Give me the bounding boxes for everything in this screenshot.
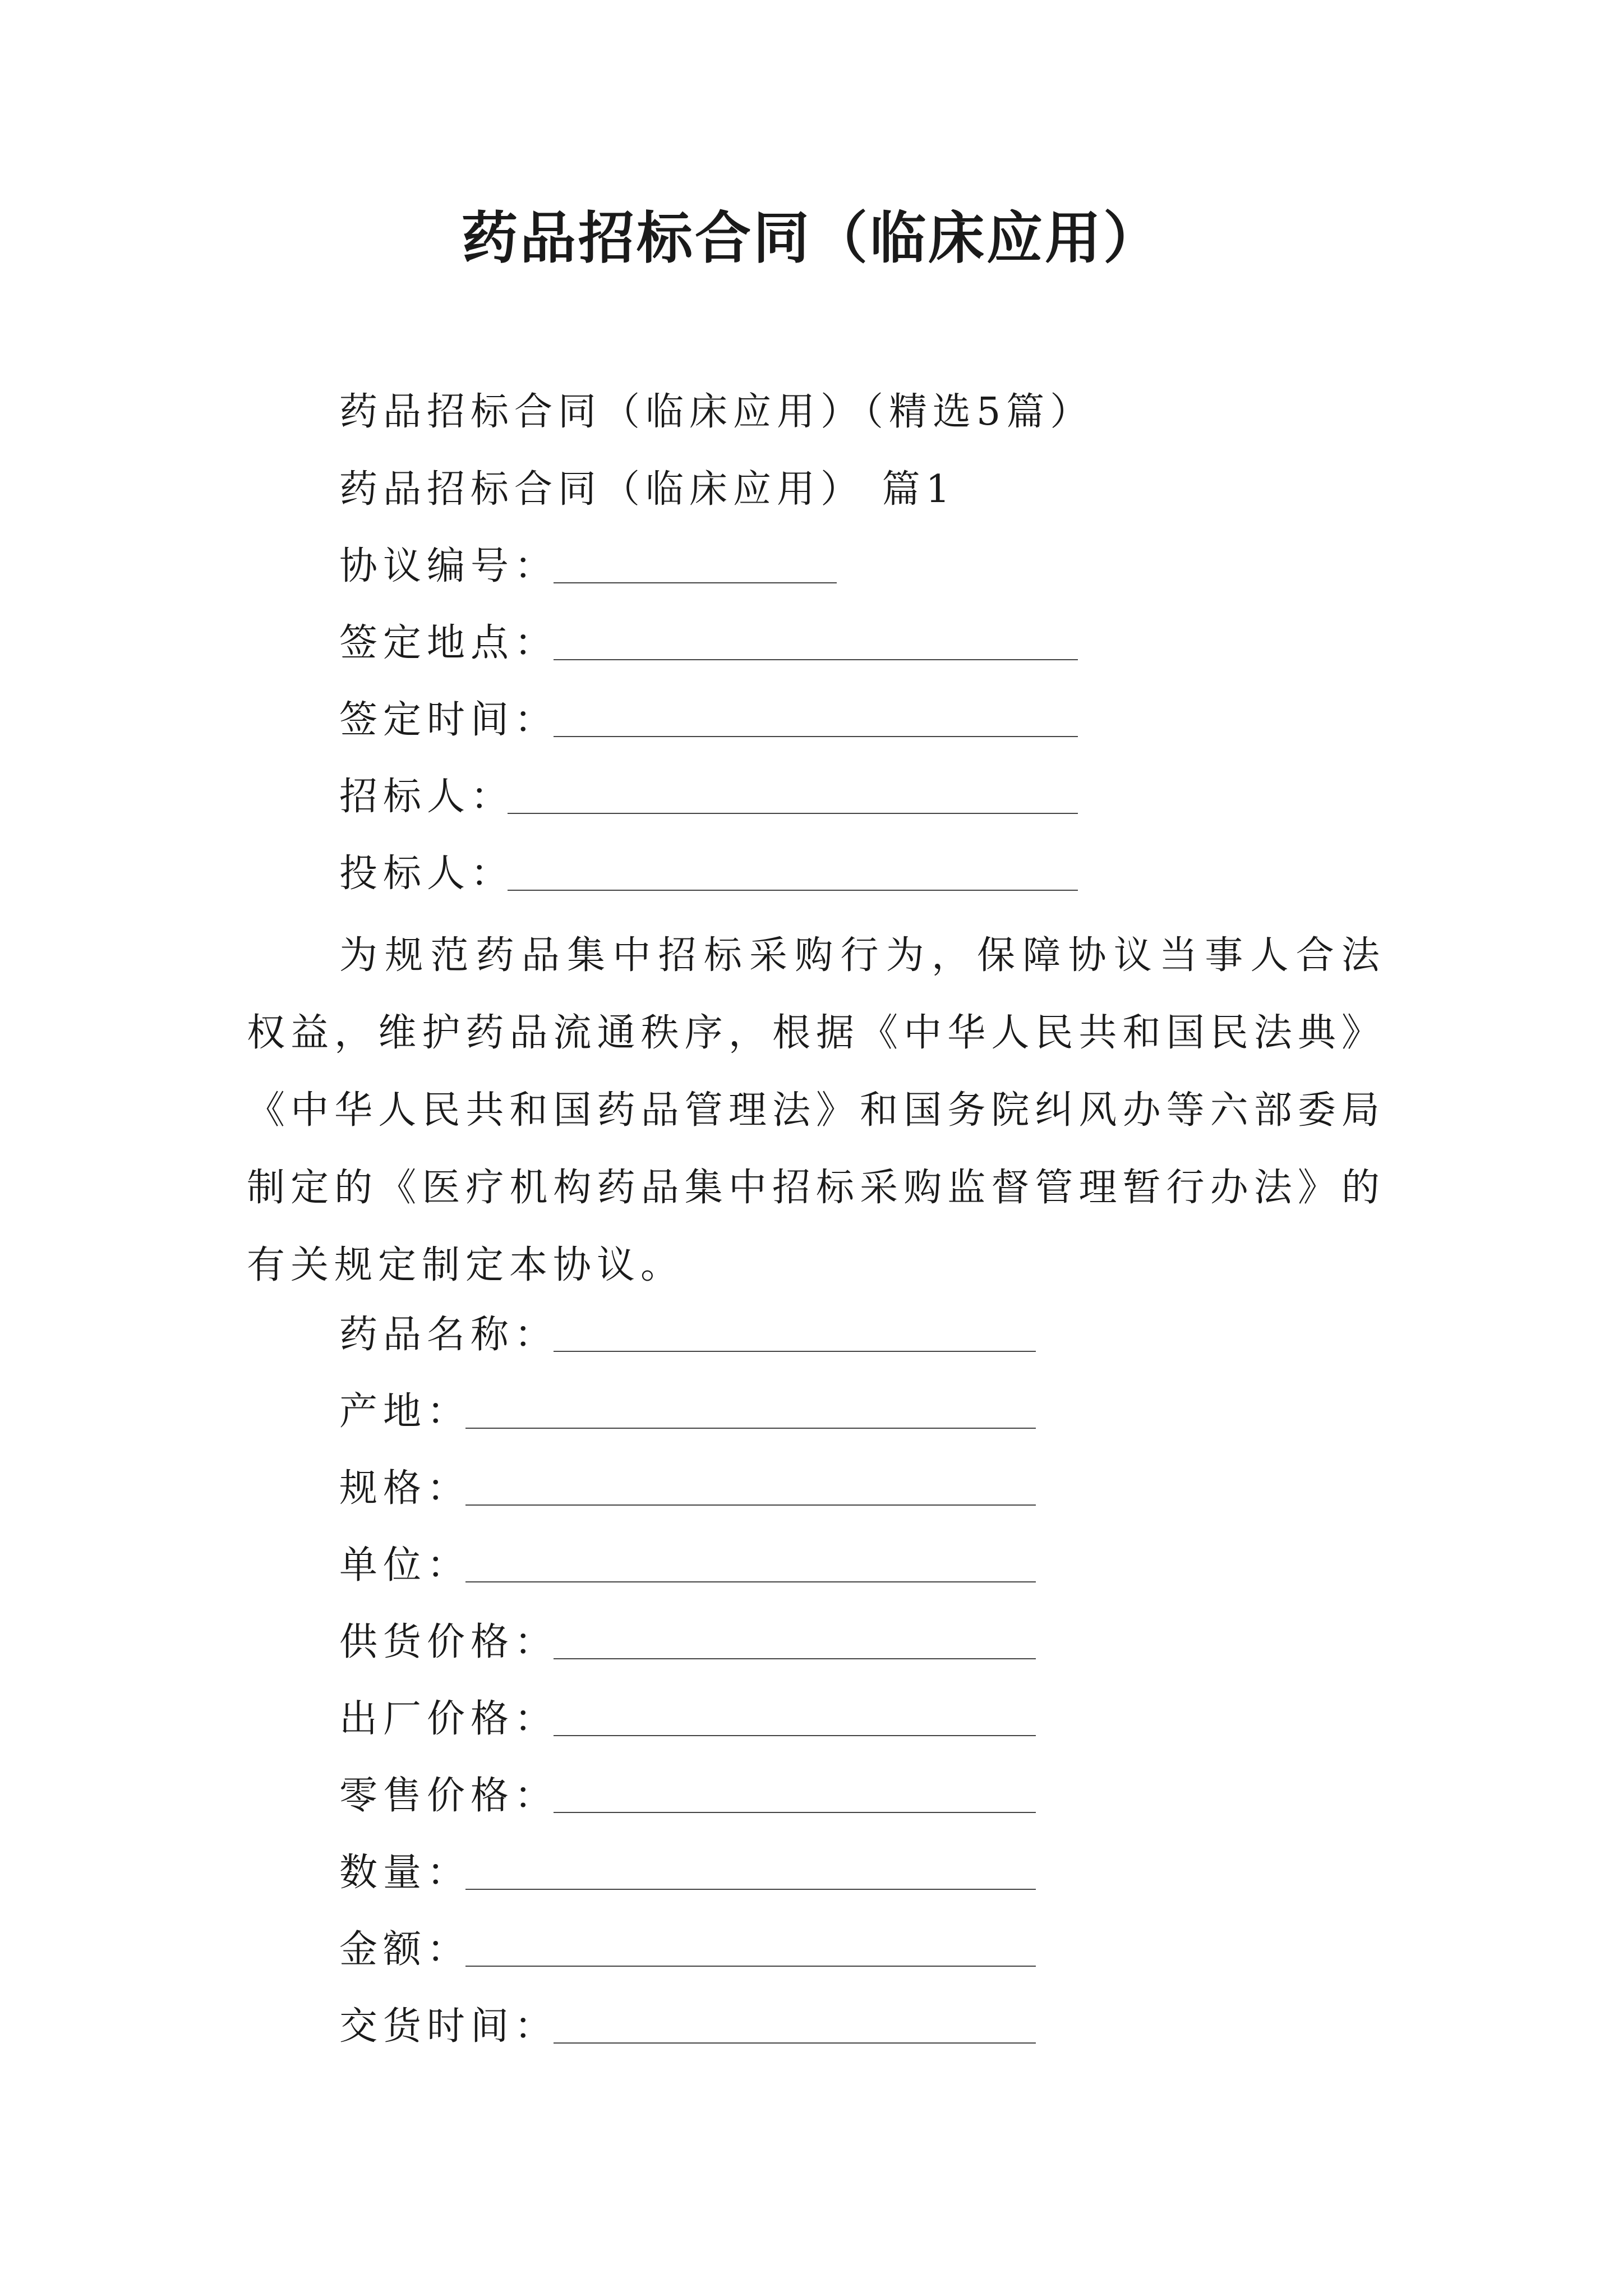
quantity-label: 数量： (339, 1851, 471, 1895)
document-subtitle: 药品招标合同（临床应用）（精选5篇） (339, 390, 1094, 434)
signing-time-field (339, 698, 558, 743)
drug-name-blank (554, 1351, 1036, 1352)
section-heading: 药品招标合同（临床应用） 篇1 (339, 467, 956, 512)
signing-place-label: 签定地点： (339, 621, 559, 665)
amount-label: 金额： (339, 1927, 471, 1972)
origin-field (339, 1389, 471, 1434)
retail-price-label: 零售价格： (339, 1774, 559, 1818)
specification-blank (465, 1504, 1036, 1506)
agreement-number-label: 协议编号： (339, 544, 559, 588)
bidder-label: 投标人： (339, 852, 515, 896)
agreement-number-field (339, 544, 558, 589)
delivery-time-field (339, 2004, 558, 2049)
amount-field (339, 1927, 471, 1972)
amount-blank (465, 1966, 1036, 1967)
quantity-field (339, 1851, 471, 1895)
agreement-number-blank (554, 582, 837, 583)
tenderer-blank (508, 813, 1078, 814)
supply-price-blank (554, 1658, 1036, 1659)
drug-name-field (339, 1313, 558, 1358)
drug-name-label: 药品名称： (339, 1313, 559, 1357)
factory-price-field (339, 1697, 558, 1742)
document-title: 药品招标合同（临床应用） (462, 205, 1161, 271)
retail-price-blank (554, 1812, 1036, 1813)
signing-place-field (339, 621, 558, 666)
bidder-field (339, 852, 514, 896)
quantity-blank (465, 1889, 1036, 1890)
bidder-blank (508, 890, 1078, 891)
unit-field (339, 1543, 471, 1588)
unit-label: 单位： (339, 1543, 471, 1588)
signing-time-blank (554, 736, 1078, 737)
delivery-time-blank (554, 2042, 1036, 2044)
tenderer-field (339, 775, 514, 820)
specification-label: 规格： (339, 1466, 471, 1511)
origin-blank (465, 1428, 1036, 1429)
retail-price-field (339, 1774, 558, 1819)
factory-price-label: 出厂价格： (339, 1697, 559, 1741)
preamble-paragraph: 为规范药品集中招标采购行为，保障协议当事人合法权益，维护药品流通秩序，根据《中华人民共和国民法典》《中华人民共和国药品管理法》和国务院纠风办等六部委局制定的《医疗机构药品集中招标采购监督管理暂行办法》的有关规定制定本协议。 (247, 933, 1385, 1287)
origin-label: 产地： (339, 1389, 471, 1434)
signing-place-blank (554, 659, 1078, 660)
signing-time-label: 签定时间： (339, 698, 559, 742)
unit-blank (465, 1581, 1036, 1582)
specification-field (339, 1466, 471, 1511)
factory-price-blank (554, 1735, 1036, 1736)
supply-price-field (339, 1620, 558, 1665)
delivery-time-label: 交货时间： (339, 2004, 559, 2049)
tenderer-label: 招标人： (339, 775, 515, 819)
supply-price-label: 供货价格： (339, 1620, 559, 1664)
